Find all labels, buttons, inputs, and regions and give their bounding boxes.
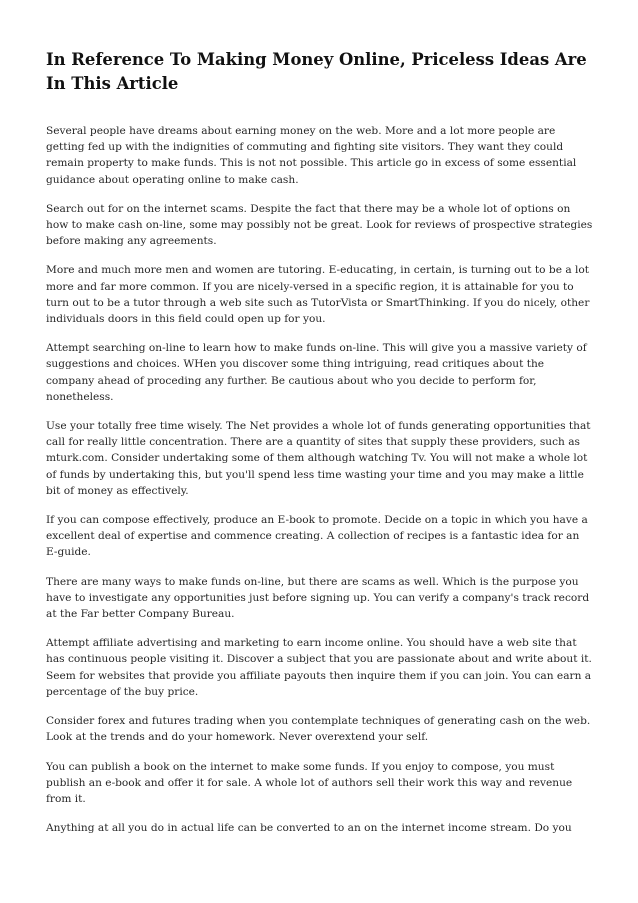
paragraph: Search out for on the internet scams. Despite the fact that there may be a whole lot of options on how to make cash on-line, some may possibly not be great. Look for reviews of prospective strategies before making any agreements. xyxy=(46,202,593,248)
document-page xyxy=(46,48,594,849)
paragraph: More and much more men and women are tutoring. E-educating, in certain, is turning out to be a lot more and far more common. If you are nicely-versed in a specific region, it is attainable for you to turn out to be a tutor through a web site such as TutorVista or SmartThinking. If you do nicely, other individuals doors in this field could open up for you. xyxy=(46,264,590,326)
article-body xyxy=(46,123,594,836)
paragraph: Anything at all you do in actual life can be converted to an on the internet income stream. Do you xyxy=(46,822,572,835)
paragraph: Attempt affiliate advertising and marketing to earn income online. You should have a web site that has continuous people visiting it. Discover a subject that you are passionate about and write about it. Seem for websites that provide you affiliate payouts then inquire them if you can join. You can earn a percentage of the buy price. xyxy=(46,637,592,698)
paragraph: If you can compose effectively, produce an E-book to promote. Decide on a topic in which you have a excellent deal of expertise and commence creating. A collection of recipes is a fantastic idea for an E-guide. xyxy=(46,514,588,559)
paragraph: Use your totally free time wisely. The Net provides a whole lot of funds generating opportunities that call for really little concentration. There are a quantity of sites that supply these providers, such as mturk.com. Consider undertaking some of them although watching Tv. You will not make a whole lot of funds by undertaking this, but you'll spend less time wasting your time and you may make a little bit of money as effectively. xyxy=(46,420,591,497)
paragraph: Several people have dreams about earning money on the web. More and a lot more people are getting fed up with the indignities of commuting and fighting site visitors. They want they could remain property to make funds. This is not not possible. This article go in excess of some essential guidance about operating online to make cash. xyxy=(46,125,577,186)
paragraph: There are many ways to make funds on-line, but there are scams as well. Which is the purpose you have to investigate any opportunities just before signing up. You can verify a company's track record at the Far better Company Bureau. xyxy=(46,575,590,621)
article-title: In Reference To Making Money Online, Priceless Ideas Are In This Article xyxy=(46,50,587,93)
paragraph: Consider forex and futures trading when you contemplate techniques of generating cash on the web. Look at the trends and do your homework. Never overextend your self. xyxy=(46,715,591,744)
paragraph: You can publish a book on the internet to make some funds. If you enjoy to compose, you must publish an e-book and offer it for sale. A whole lot of authors sell their work this way and revenue from it. xyxy=(46,760,573,805)
paragraph: Attempt searching on-line to learn how to make funds on-line. This will give you a massive variety of suggestions and choices. WHen you discover some thing intriguing, read critiques about the company ahead of proceding any further. Be cautious about who you decide to perform for, nonetheless. xyxy=(46,342,587,403)
